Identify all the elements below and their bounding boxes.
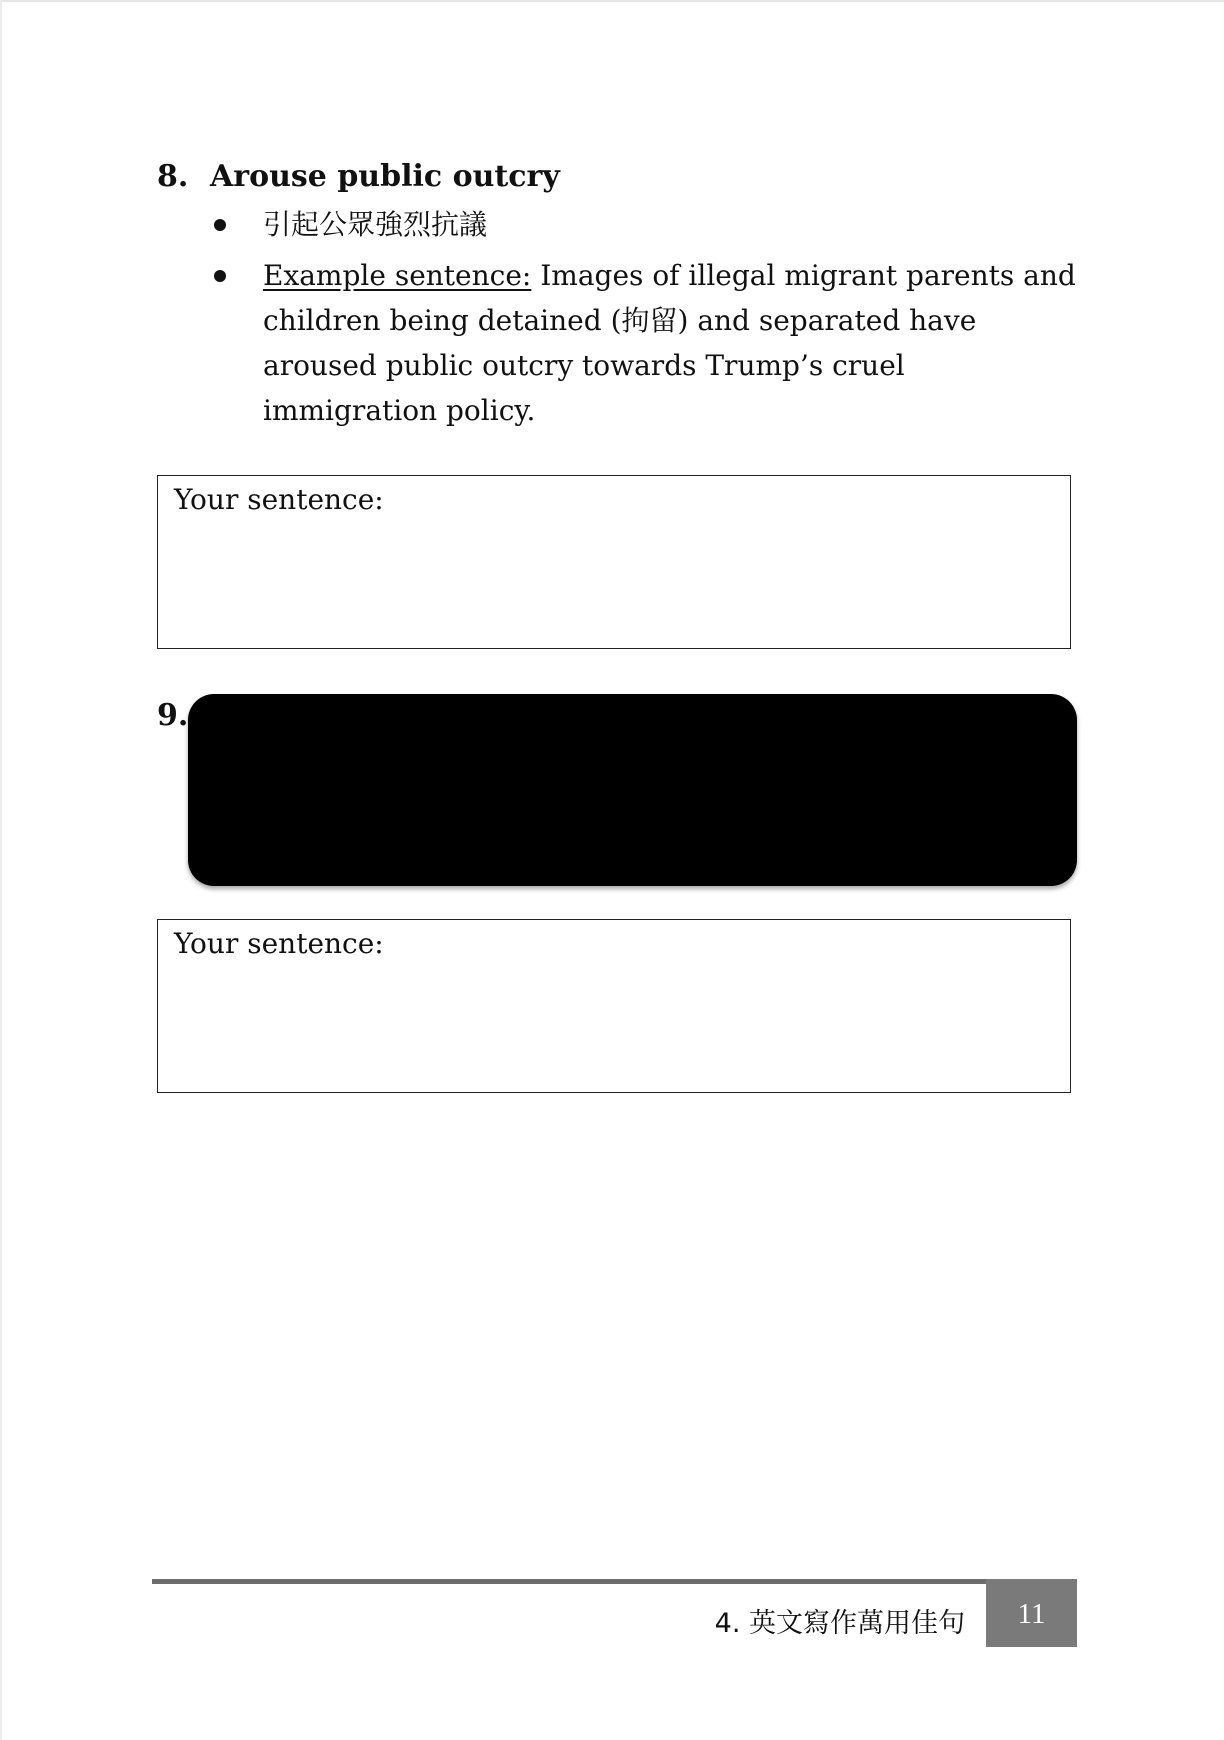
your-sentence-box-2[interactable] [157, 919, 1071, 1093]
redaction-block [188, 694, 1077, 886]
example-sentence-text: Images of illegal migrant parents and children being detained (拘留) and separated have aroused public outcry towards Trump’s cruel immigration policy. [263, 259, 1076, 427]
item-8-heading [157, 157, 560, 197]
your-sentence-label: Your sentence: [174, 483, 384, 516]
item-8-title: Arouse public outcry [210, 159, 560, 194]
example-sentence-label: Example sentence: [263, 259, 532, 292]
page-top-edge [0, 0, 1224, 2]
item-9-number: 9. [157, 698, 189, 733]
bullet-dot-icon [214, 270, 226, 282]
page-left-edge [0, 0, 2, 1740]
chinese-meaning-text: 引起公眾強烈抗議 [263, 208, 488, 241]
bullet-dot-icon [214, 219, 226, 231]
your-sentence-box-1[interactable] [157, 475, 1071, 649]
bullet-chinese-meaning [210, 202, 1080, 247]
page-number-badge [986, 1579, 1077, 1647]
your-sentence-label: Your sentence: [174, 927, 384, 960]
item-8-number: 8. [157, 159, 189, 194]
footer-chapter-title: 4. 英文寫作萬用佳句 [714, 1608, 965, 1639]
bullet-example-sentence [210, 253, 1080, 433]
item-8-bullet-list [210, 202, 1080, 433]
footer-rule [152, 1579, 1077, 1584]
page-number: 11 [1017, 1598, 1046, 1630]
